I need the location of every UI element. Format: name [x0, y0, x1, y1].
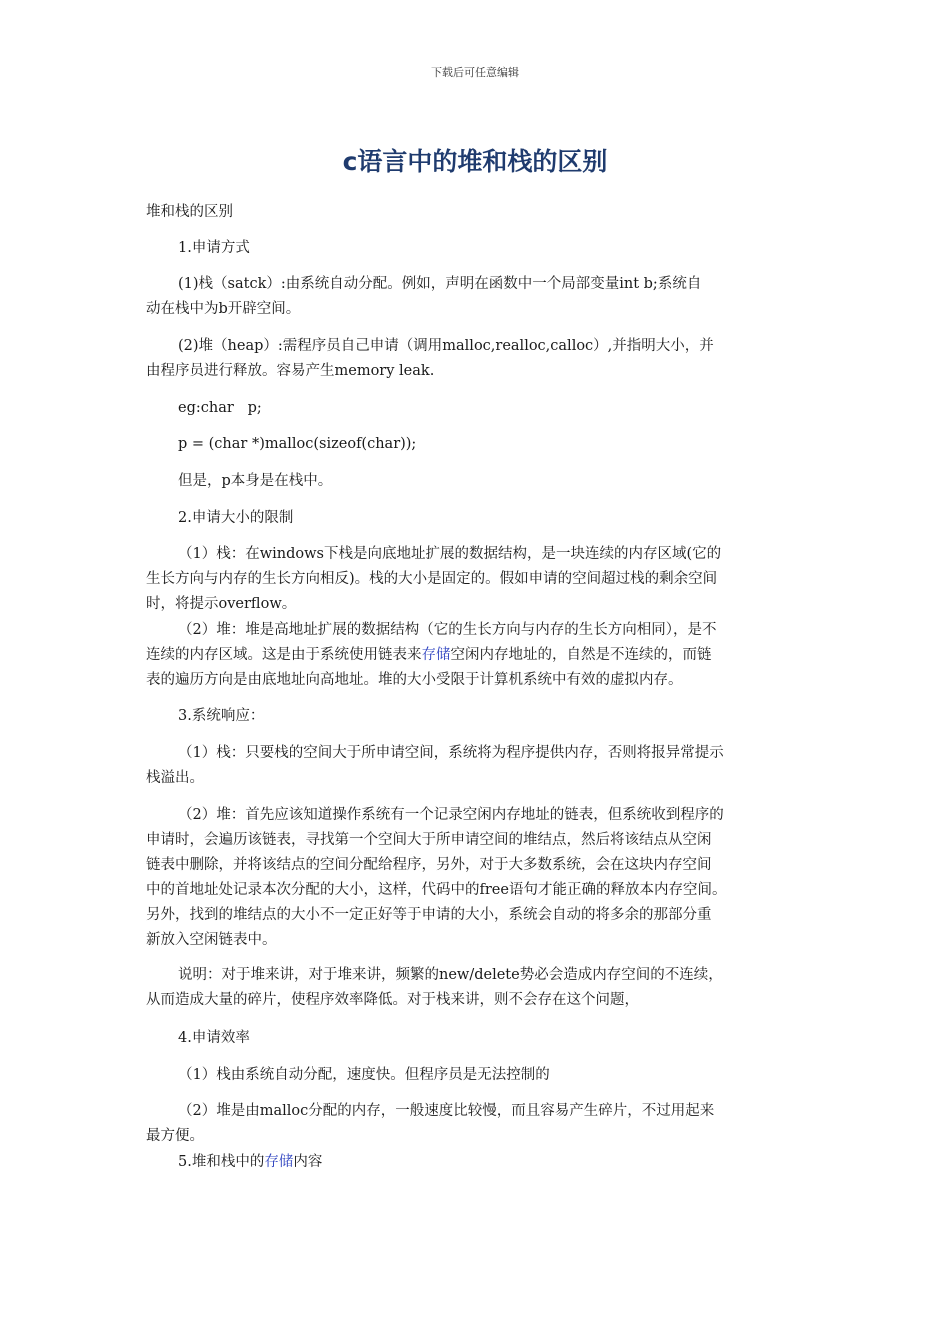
text-line: 表的遍历方向是由底地址向高地址。堆的大小受限于计算机系统中有效的虚拟内存。: [146, 672, 683, 688]
storage-link[interactable]: 存储: [421, 647, 451, 663]
document-title: c语言中的堆和栈的区别: [342, 147, 608, 176]
text-line: 堆和栈的区别: [146, 204, 233, 220]
subsection-heading: [146, 1026, 850, 1051]
text-line: (1)栈（satck）:由系统自动分配。例如，声明在函数中一个局部变量int b;系统自: [178, 276, 702, 292]
paragraph: [146, 963, 818, 1013]
paragraph: [146, 469, 850, 494]
paragraph: [146, 542, 818, 617]
text-line: 但是，p本身是在栈中。: [178, 473, 333, 489]
text-line: 由程序员进行释放。容易产生memory leak.: [146, 363, 435, 379]
subsection-heading: [146, 506, 850, 531]
text-line: 时，将提示overflow。: [146, 596, 297, 612]
text-line: （1）栈：在windows下栈是向底地址扩展的数据结构，是一块连续的内存区域(它的: [178, 546, 722, 562]
paragraph: [146, 1063, 850, 1088]
text-line: 链表中删除，并将该结点的空间分配给程序，另外，对于大多数系统，会在这块内存空间: [146, 857, 712, 873]
text-fragment: 5.堆和栈中的: [178, 1154, 265, 1170]
text-line: （2）堆：堆是高地址扩展的数据结构（它的生长方向与内存的生长方向相同），是不: [178, 622, 717, 638]
text-line: p = (char *)malloc(sizeof(char));: [178, 436, 417, 452]
code-line: [146, 432, 850, 457]
text-line: （2）堆：首先应该知道操作系统有一个记录空闲内存地址的链表，但系统收到程序的: [178, 807, 724, 823]
paragraph: [146, 803, 818, 953]
code-line: [146, 396, 850, 421]
paragraph: [146, 741, 818, 791]
paragraph: [146, 272, 818, 322]
text-fragment: 内容: [293, 1154, 323, 1170]
text-line: （1）栈由系统自动分配，速度快。但程序员是无法控制的: [178, 1067, 550, 1083]
text-line: 另外，找到的堆结点的大小不一定正好等于申请的大小，系统会自动的将多余的那部分重: [146, 907, 712, 923]
text-line: 从而造成大量的碎片，使程序效率降低。对于栈来讲，则不会存在这个问题，: [146, 992, 639, 1008]
subsection-heading: [146, 704, 850, 729]
text-line: 申请时，会遍历该链表，寻找第一个空间大于所申请空间的堆结点，然后将该结点从空闲: [146, 832, 712, 848]
text-line: 最方便。: [146, 1128, 204, 1144]
paragraph: [146, 334, 818, 384]
storage-link[interactable]: 存储: [264, 1154, 294, 1170]
text-line: [146, 643, 818, 668]
text-line: 生长方向与内存的生长方向相反)。栈的大小是固定的。假如申请的空间超过栈的剩余空间: [146, 571, 718, 587]
text-line: 栈溢出。: [146, 770, 204, 786]
text-line: 2.申请大小的限制: [178, 510, 294, 526]
paragraph: [146, 1099, 818, 1149]
text-line: 动在栈中为b开辟空间。: [146, 301, 301, 317]
subsection-heading: [146, 1150, 850, 1175]
text-line: 新放入空闲链表中。: [146, 932, 277, 948]
subsection-heading: [146, 236, 850, 261]
header-note: 下载后可任意编辑: [431, 66, 519, 79]
text-line: 1.申请方式: [178, 240, 250, 256]
text-line: [178, 1150, 850, 1175]
text-fragment: 空闲内存地址的，自然是不连续的，而链: [450, 647, 712, 663]
text-fragment: 连续的内存区域。这是由于系统使用链表来: [146, 647, 422, 663]
text-line: （2）堆是由malloc分配的内存，一般速度比较慢，而且容易产生碎片，不过用起来: [178, 1103, 715, 1119]
text-line: 3.系统响应：: [178, 708, 265, 724]
text-line: （1）栈：只要栈的空间大于所申请空间，系统将为程序提供内存，否则将报异常提示: [178, 745, 724, 761]
paragraph: [146, 618, 818, 693]
text-line: (2)堆（heap）:需程序员自己申请（调用malloc,realloc,calloc）,并指明大小，并: [178, 338, 714, 354]
text-line: eg:char p;: [178, 400, 262, 416]
text-line: 中的首地址处记录本次分配的大小，这样，代码中的free语句才能正确的释放本内存空间。: [146, 882, 727, 898]
text-line: 说明：对于堆来讲，对于堆来讲，频繁的new/delete势必会造成内存空间的不连续，: [178, 967, 723, 983]
section-heading: [146, 200, 818, 225]
text-line: 4.申请效率: [178, 1030, 250, 1046]
